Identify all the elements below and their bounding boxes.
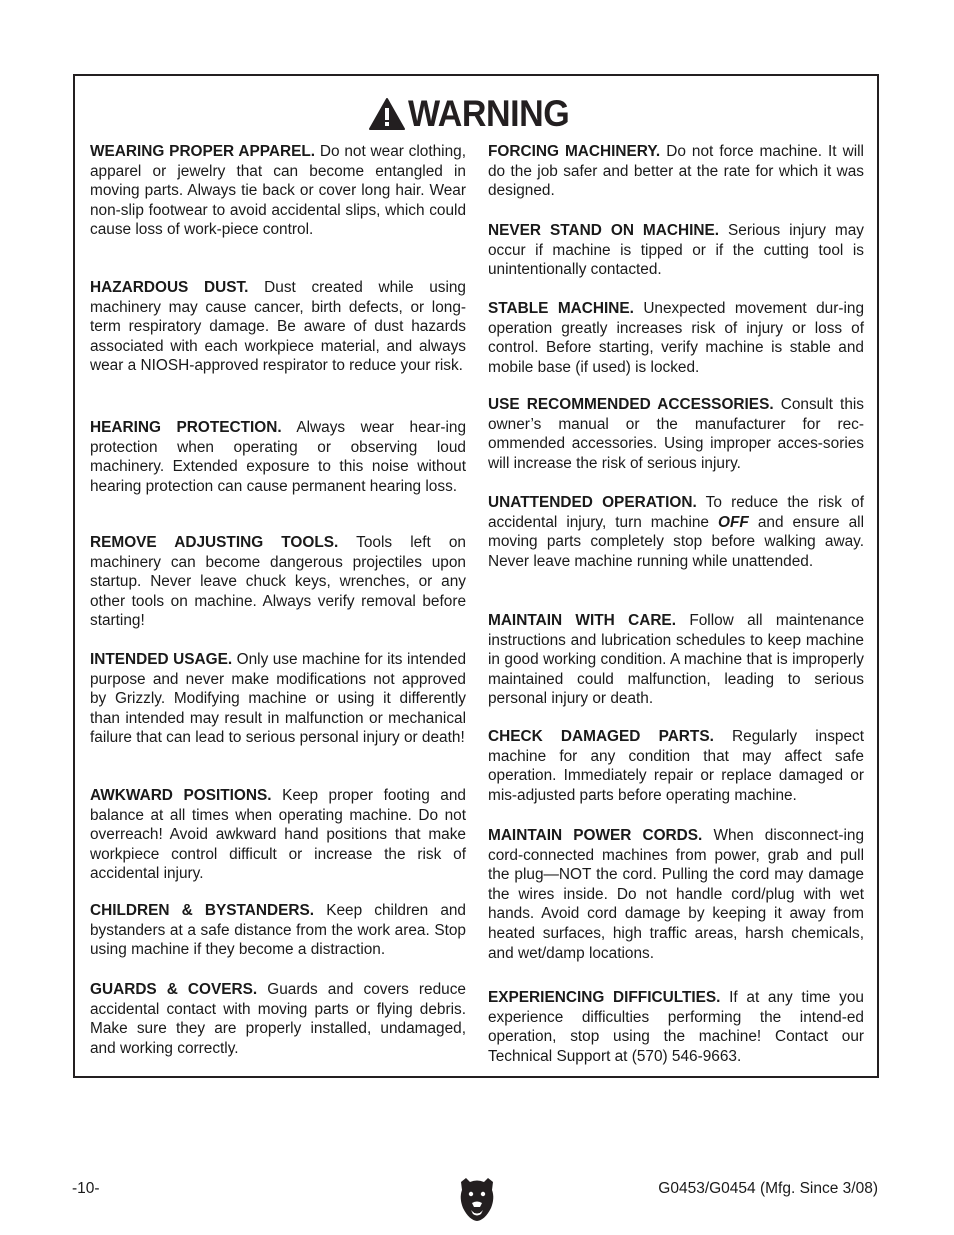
warning-box: [73, 74, 879, 1078]
warning-item-body: Tools left on machinery can become dangerous projectiles upon startup. Never leave chuck keys, wrenches, or any other tools on machine. Always verify removal before starting!: [90, 534, 466, 630]
warning-item-title: NEVER STAND ON MACHINE.: [488, 222, 720, 239]
warning-item-body: Regularly inspect machine for any condition that may affect safe operation. Immediately repair or replace damaged or mis-adjusted parts before operating machine.: [488, 728, 864, 804]
warning-item-body: Guards and covers reduce accidental contact with moving parts or flying debris. Make sure they are properly installed, undamaged, and working correctly.: [90, 981, 466, 1057]
warning-title: WARNING: [408, 93, 570, 134]
warning-item-body-after: and ensure all moving parts completely stop before walking away. Never leave machine running while unattended.: [488, 513, 865, 570]
warning-item: [90, 980, 466, 1058]
warning-item-emphasis: OFF: [718, 513, 749, 531]
warning-item: [488, 221, 864, 280]
warning-item: [488, 395, 864, 473]
warning-item: [90, 786, 466, 884]
warning-item-body: Unexpected movement dur-ing operation greatly increases risk of injury or loss of control. Before starting, verify machine is stable and mobile base (if used) is locked.: [488, 300, 864, 376]
warning-item-body: When disconnect-ing cord-connected machines from power, grab and pull the plug—NOT the cord. Pulling the cord may damage the wires inside. Do not handle cord/plug with wet hands. Avoid cord damage by keeping it away from heated surfaces, high traffic areas, harsh chemicals, and wet/damp locations.: [488, 827, 864, 962]
warning-item-body: Serious injury may occur if machine is tipped or if the cutting tool is unintentionally contacted.: [488, 222, 864, 279]
warning-item-body: Always wear hear-ing protection when operating or observing loud machinery. Extended exposure to this noise without hearing protection can cause permanent hearing loss.: [90, 419, 467, 495]
warning-item-body: Only use machine for its intended purpose and never make modifications not approved by Grizzly. Modifying machine or using it differently than intended may result in malfunction or mechanical failure that can lead to serious personal injury or death!: [90, 651, 467, 747]
warning-item-title: HAZARDOUS DUST.: [90, 279, 249, 296]
warning-item-body: Keep children and bystanders at a safe distance from the work area. Stop using machine if they become a distraction.: [90, 902, 466, 959]
warning-item-body: Do not force machine. It will do the job safer and better at the rate for which it was designed.: [488, 143, 864, 200]
warning-item-body: Keep proper footing and balance at all times when operating machine. Do not overreach! Avoid awkward hand positions that make workpiece control difficult or increase the risk of accidental injury.: [90, 787, 466, 883]
warning-heading: [75, 94, 877, 134]
warning-item: [90, 650, 466, 748]
warning-item: [90, 142, 466, 240]
warning-item-title: EXPERIENCING DIFFICULTIES.: [488, 989, 721, 1006]
warning-item: [90, 533, 466, 631]
warning-item-title: GUARDS & COVERS.: [90, 981, 258, 998]
warning-triangle-icon: [368, 97, 406, 131]
warning-item: [90, 901, 466, 960]
warning-item-title: CHILDREN & BYSTANDERS.: [90, 902, 315, 919]
warning-item-body: If at any time you experience difficulties performing the intend-ed operation, stop using the machine! Contact our Technical Support at (570) 546-9663.: [488, 989, 864, 1065]
warning-item-title: INTENDED USAGE.: [90, 651, 233, 668]
warning-item: [90, 278, 466, 376]
warning-item-title: REMOVE ADJUSTING TOOLS.: [90, 534, 339, 551]
warning-item-title: AWKWARD POSITIONS.: [90, 787, 272, 804]
warning-item-body: Consult this owner’s manual or the manufacturer for rec-ommended accessories. Using improper acces-sories will increase the risk of serious injury.: [488, 396, 865, 472]
warning-item: [488, 142, 864, 201]
warning-item: [488, 493, 864, 571]
warning-item-body: To reduce the risk of accidental injury, turn machine: [488, 494, 864, 531]
warning-item-body: Do not wear clothing, apparel or jewelry that can become entangled in moving parts. Always tie back or cover long hair. Wear non-slip footwear to avoid accidental slips, which could cause loss of work-piece control.: [90, 143, 466, 239]
warning-item-title: UNATTENDED OPERATION.: [488, 494, 697, 511]
warning-item: [488, 826, 864, 963]
model-label: G0453/G0454 (Mfg. Since 3/08): [658, 1180, 878, 1197]
warning-item-title: STABLE MACHINE.: [488, 300, 634, 317]
page-number: -10-: [72, 1180, 100, 1197]
warning-item: [488, 299, 864, 377]
warning-item-body: Dust created while using machinery may cause cancer, birth defects, or long-term respiratory damage. Be aware of dust hazards associated with each workpiece material, and always wear a NIOSH-approved respirator to reduce your risk.: [90, 279, 466, 375]
warning-item-title: CHECK DAMAGED PARTS.: [488, 728, 714, 745]
grizzly-bear-logo-icon: [457, 1176, 497, 1222]
warning-item-title: MAINTAIN WITH CARE.: [488, 612, 676, 629]
warning-item: [488, 611, 864, 709]
warning-item-title: FORCING MACHINERY.: [488, 143, 661, 160]
warning-item-title: WEARING PROPER APPAREL.: [90, 143, 316, 160]
warning-item: [90, 418, 466, 496]
warning-item: [488, 727, 864, 805]
warning-item-body: Follow all maintenance instructions and lubrication schedules to keep machine in good working condition. A machine that is improperly maintained could malfunction, leading to serious personal injury or death.: [488, 612, 864, 708]
warning-item-title: HEARING PROTECTION.: [90, 419, 282, 436]
warning-item-title: USE RECOMMENDED ACCESSORIES.: [488, 396, 774, 413]
warning-item-title: MAINTAIN POWER CORDS.: [488, 827, 703, 844]
warning-item: [488, 988, 864, 1066]
